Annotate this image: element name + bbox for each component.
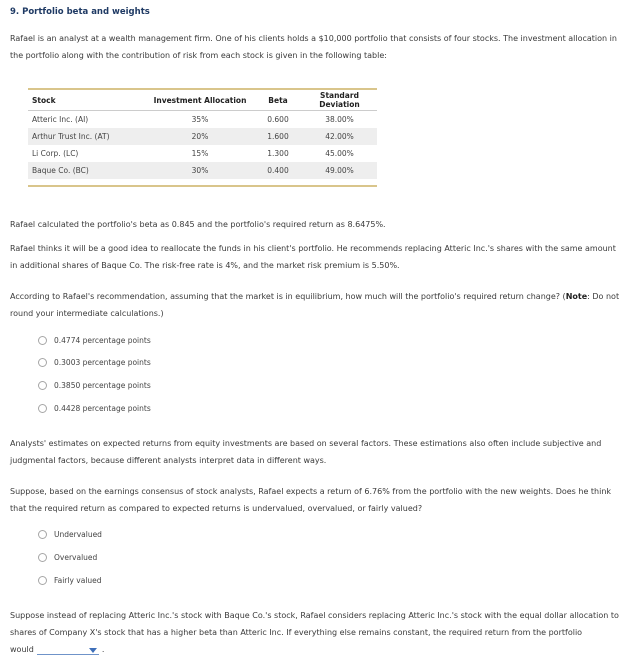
cell-stock: Arthur Trust Inc. (AT) (28, 128, 146, 145)
table-row (28, 162, 377, 179)
option-label: Undervalued (54, 530, 102, 539)
radio-button-icon[interactable] (38, 358, 47, 367)
header-beta: Beta (254, 90, 302, 111)
option-label: Fairly valued (54, 576, 102, 585)
question-3-period: . (101, 645, 105, 654)
cell-allocation: 35% (191, 115, 209, 124)
option-label: 0.3850 percentage points (54, 381, 151, 390)
table-header-row (28, 90, 377, 111)
note-label: Note (565, 292, 588, 301)
cell-std-dev: 45.00% (325, 149, 354, 158)
question-3-tail: would (10, 645, 34, 654)
cell-allocation: 30% (146, 162, 254, 179)
option-radio[interactable] (38, 553, 97, 562)
cell-beta: 1.600 (254, 128, 302, 145)
cell-stock: Baque Co. (BC) (28, 162, 146, 179)
cell-allocation: 15% (191, 149, 209, 158)
intro-paragraph: Rafael is an analyst at a wealth management firm. One of his clients holds a $10,000 portfolio that consists of four stocks. The investment allocation in the portfolio along with the contribution of risk from each stock is given in the following table: (10, 34, 617, 60)
option-radio[interactable] (38, 404, 151, 413)
chevron-down-icon[interactable] (89, 648, 97, 653)
cell-beta: 0.400 (254, 162, 302, 179)
paragraph-recommendation: Rafael thinks it will be a good idea to reallocate the funds in his client's portfolio. He recommends replacing Atteric Inc.'s shares with the same amount in additional shares of Baque Co. The risk-free rate is 4%, and the market risk premium is 5.50%. (10, 244, 616, 270)
option-radio[interactable] (38, 530, 102, 539)
table-row (28, 145, 377, 162)
radio-button-icon[interactable] (38, 576, 47, 585)
option-label: 0.3003 percentage points (54, 358, 151, 367)
option-radio[interactable] (38, 381, 151, 390)
cell-std-dev: 42.00% (302, 128, 377, 145)
answer-dropdown[interactable] (37, 645, 99, 655)
cell-stock: Li Corp. (LC) (32, 149, 79, 158)
option-label: 0.4428 percentage points (54, 404, 151, 413)
paragraph-analyst-estimates: Analysts' estimates on expected returns from equity investments are based on several factors. These estimations also often include subjective and judgmental factors, because different analysts interpret data in different ways. (10, 439, 602, 465)
radio-button-icon[interactable] (38, 404, 47, 413)
question-3-text: Suppose instead of replacing Atteric Inc.'s stock with Baque Co.'s stock, Rafael considers replacing Atteric Inc.'s stock with the equal dollar allocation to shares of Company X's stock that has a higher beta than Atteric Inc. If everything else remains constant, the required return from the portfolio (10, 611, 619, 637)
cell-allocation: 20% (146, 128, 254, 145)
paragraph-question-2: Suppose, based on the earnings consensus of stock analysts, Rafael expects a return of 6.76% from the portfolio with the new weights. Does he think that the required return as compared to expected returns is undervalued, overvalued, or fairly valued? (10, 487, 612, 513)
radio-button-icon[interactable] (38, 553, 47, 562)
question-title: 9. Portfolio beta and weights (10, 7, 150, 17)
paragraph-question-1 (10, 288, 625, 322)
cell-std-dev: 38.00% (325, 115, 354, 124)
cell-std-dev: 49.00% (302, 162, 377, 179)
paragraph-beta-calc: Rafael calculated the portfolio's beta as 0.845 and the portfolio's required return as 8.6475%. (10, 220, 386, 229)
allocation-table (28, 88, 377, 187)
radio-button-icon[interactable] (38, 336, 47, 345)
table-bottom-rule (28, 185, 377, 187)
option-radio[interactable] (38, 336, 151, 345)
table-row (28, 128, 377, 145)
header-allocation: Investment Allocation (146, 90, 254, 111)
cell-stock: Atteric Inc. (AI) (32, 115, 89, 124)
option-label: 0.4774 percentage points (54, 336, 151, 345)
cell-beta: 1.300 (267, 149, 289, 158)
question-1-text: According to Rafael's recommendation, assuming that the market is in equilibrium, how much will the portfolio's required return change? ( (10, 292, 566, 301)
option-radio[interactable] (38, 576, 102, 585)
header-stock: Stock (28, 90, 146, 111)
header-std-dev: Standard Deviation (302, 90, 377, 111)
table-row (28, 111, 377, 129)
radio-button-icon[interactable] (38, 530, 47, 539)
cell-beta: 0.600 (267, 115, 289, 124)
paragraph-question-3 (10, 607, 625, 658)
question-1-note-text: : Do not round your intermediate calculations.) (10, 292, 620, 318)
option-label: Overvalued (54, 553, 98, 562)
option-radio[interactable] (38, 358, 151, 367)
radio-button-icon[interactable] (38, 381, 47, 390)
